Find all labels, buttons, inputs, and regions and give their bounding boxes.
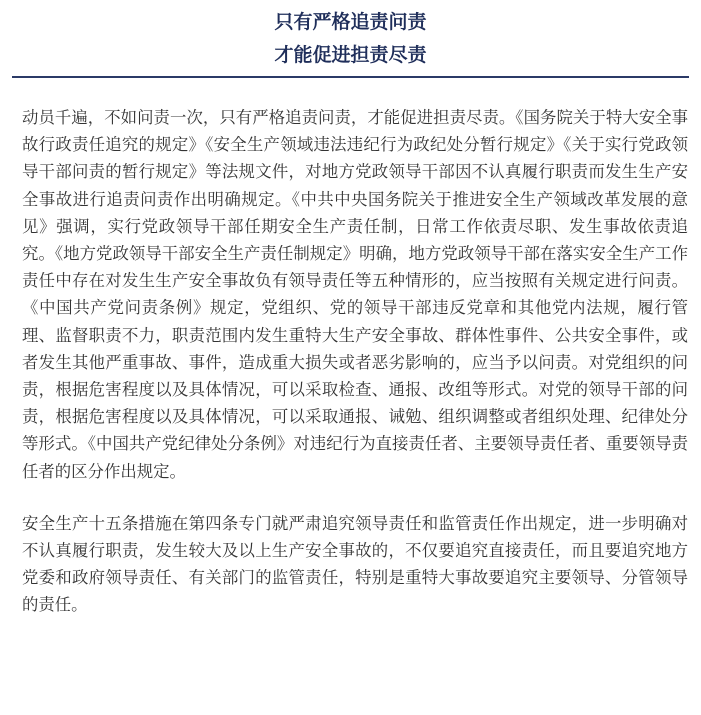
article-body <box>22 104 688 619</box>
article-header <box>0 0 701 78</box>
body-paragraph-2: 安全生产十五条措施在第四条专门就严肃追究领导责任和监管责任作出规定，进一步明确对不认真履行职责，发生较大及以上生产安全事故的，不仅要追究直接责任，而且要追究地方党委和政府领导责任、有关部门的监管责任，特别是重特大事故要追究主要领导、分管领导的责任。 <box>22 513 688 615</box>
body-paragraph-1: 动员千遍，不如问责一次，只有严格追责问责，才能促进担责尽责。《国务院关于特大安全事故行政责任追究的规定》《安全生产领域违法违纪行为政纪处分暂行规定》《关于实行党政领导干部问责的暂行规定》等法规文件，对地方党政领导干部因不认真履行职责而发生生产安全事故进行追责问责作出明确规定。《中共中央国务院关于推进安全生产领域改革发展的意见》强调，实行党政领导干部任期安全生产责任制，日常工作依责尽职、发生事故依责追究。《地方党政领导干部安全生产责任制规定》明确，地方党政领导干部在落实安全生产工作责任中存在对发生生产安全事故负有领导责任等五种情形的，应当按照有关规定进行问责。《中国共产党问责条例》规定，党组织、党的领导干部违反党章和其他党内法规，履行管理、监督职责不力，职责范围内发生重特大生产安全事故、群体性事件、公共安全事件，或者发生其他严重事故、事件，造成重大损失或者恶劣影响的，应当予以问责。对党组织的问责，根据危害程度以及具体情况，可以采取检查、通报、改组等形式。对党的领导干部的问责，根据危害程度以及具体情况，可以采取通报、诫勉、组织调整或者组织处理、纪律处分等形式。《中国共产党纪律处分条例》对违纪行为直接责任者、主要领导责任者、重要领导责任者的区分作出规定。 <box>22 108 688 481</box>
title-line-2: 才能促进担责尽责 <box>274 44 427 66</box>
title-divider <box>12 76 689 78</box>
title-line-1: 只有严格追责问责 <box>274 11 427 33</box>
